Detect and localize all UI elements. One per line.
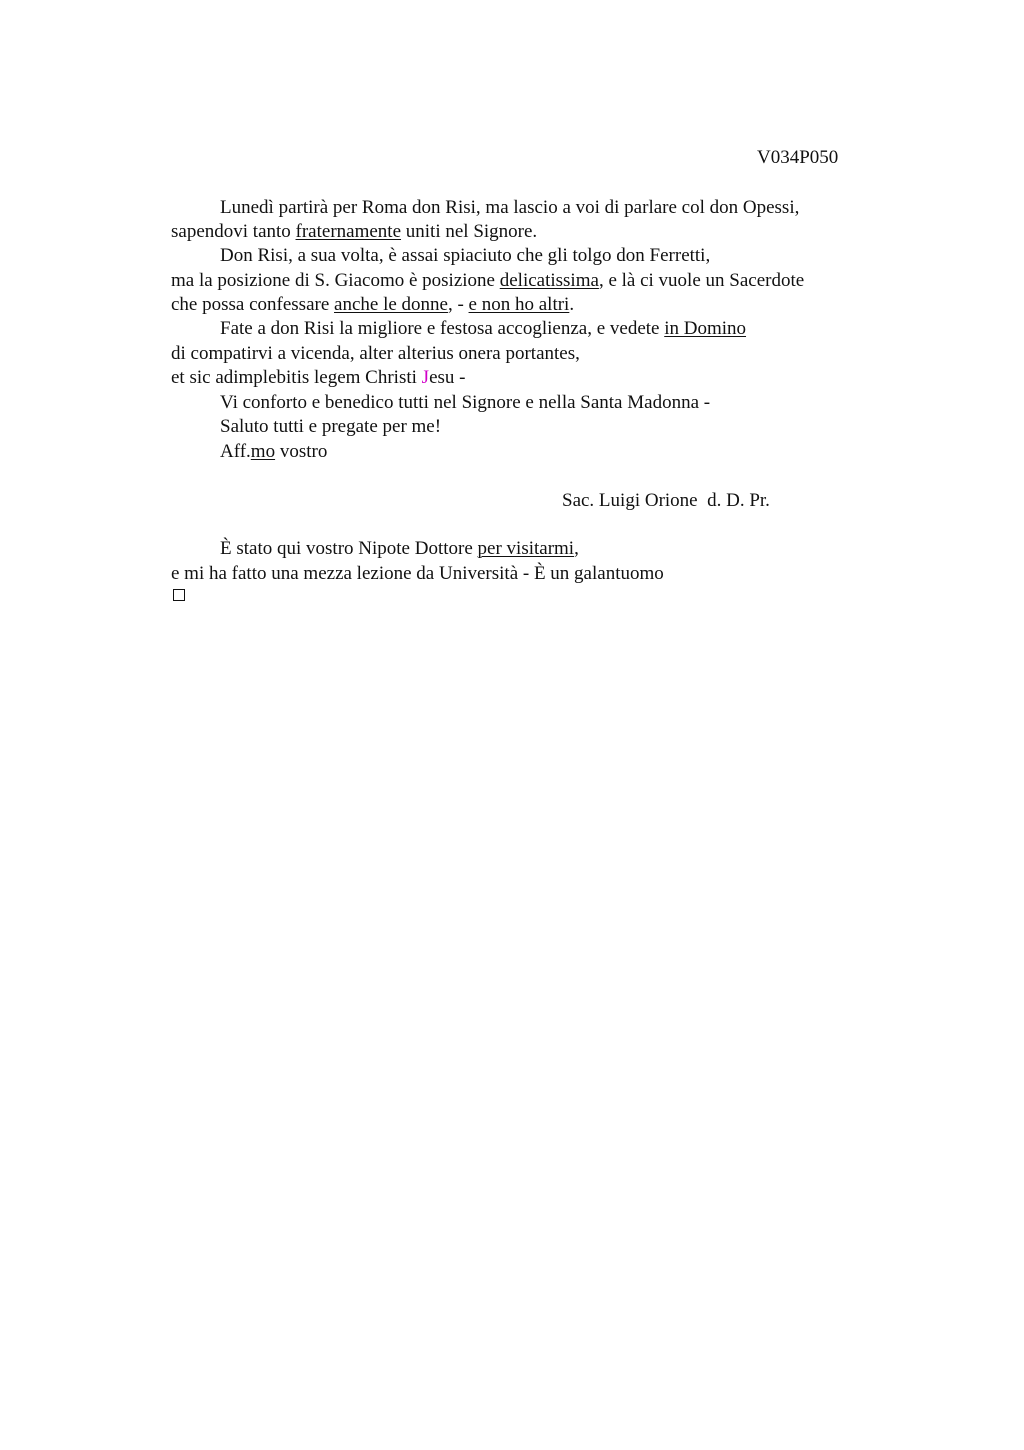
letter-line — [171, 294, 574, 316]
letter-line — [171, 270, 804, 292]
text-segment: Vi conforto e benedico tutti nel Signore e nella Santa Madonna - — [220, 392, 711, 413]
text-segment: È stato qui vostro Nipote Dottore — [220, 538, 478, 559]
text-segment: ma la posizione di S. Giacomo è posizione — [171, 270, 500, 291]
letter-line — [171, 367, 465, 389]
text-segment: esu - — [429, 367, 466, 388]
letter-line — [171, 221, 537, 243]
page-code: V034P050 — [757, 147, 839, 168]
text-segment: . — [569, 294, 575, 315]
text-segment: sapendovi tanto — [171, 221, 296, 242]
letter-line — [220, 416, 441, 438]
letter-line — [171, 343, 580, 365]
letter-line — [220, 392, 710, 414]
underlined-text: delicatissima — [499, 270, 599, 291]
text-segment: et sic adimplebitis legem Christi — [171, 367, 422, 388]
text-segment: uniti nel Signore. — [401, 221, 538, 242]
postscript-line — [220, 538, 579, 560]
underlined-text: e non ho altri — [468, 294, 570, 315]
text-segment: di compatirvi a vicenda, alter alterius onera portantes, — [171, 343, 580, 364]
highlighted-letter: J — [421, 367, 430, 388]
letter-line — [220, 245, 710, 267]
text-segment: e mi ha fatto una mezza lezione da Università - È un galantuomo — [171, 563, 664, 584]
underlined-text: in Domino — [664, 318, 747, 339]
text-segment: , - — [447, 294, 469, 315]
text-segment: Saluto tutti e pregate per me! — [220, 416, 442, 437]
text-segment: vostro — [275, 441, 328, 462]
underlined-text: per visitarmi — [477, 538, 575, 559]
underlined-text: mo — [250, 441, 276, 462]
letter-line — [220, 197, 799, 219]
letter-line — [220, 318, 746, 340]
text-segment: , — [574, 538, 579, 559]
letter-line — [220, 441, 327, 463]
text-segment: Lunedì partirà per Roma don Risi, ma lascio a voi di parlare col don Opessi, — [220, 197, 800, 218]
text-segment: , e là ci vuole un Sacerdote — [598, 270, 805, 291]
text-segment: che possa confessare — [171, 294, 335, 315]
empty-box-glyph — [173, 589, 185, 601]
text-segment: Fate a don Risi la migliore e festosa accoglienza, e vedete — [220, 318, 665, 339]
underlined-text: fraternamente — [295, 221, 402, 242]
signature: Sac. Luigi Orione d. D. Pr. — [562, 490, 770, 511]
underlined-text: anche le donne — [334, 294, 448, 315]
postscript-line — [171, 563, 664, 585]
text-segment: Aff. — [220, 441, 251, 462]
text-segment: Don Risi, a sua volta, è assai spiaciuto che gli tolgo don Ferretti, — [220, 245, 711, 266]
